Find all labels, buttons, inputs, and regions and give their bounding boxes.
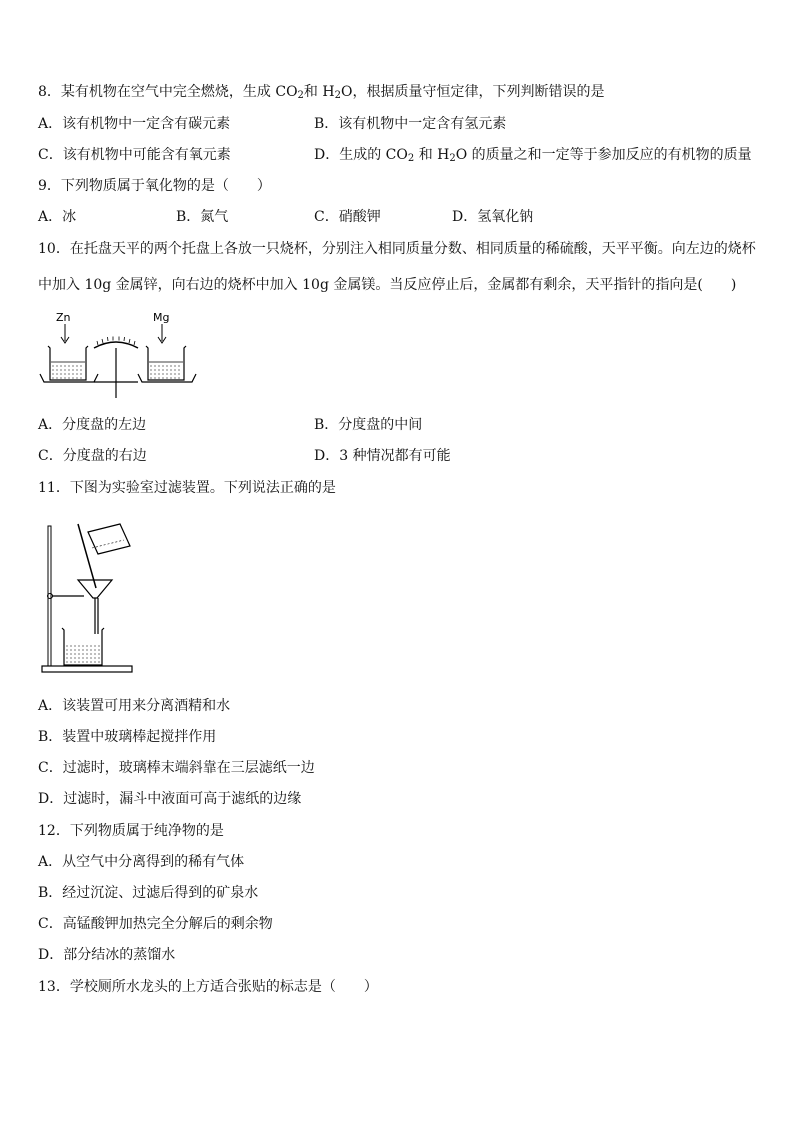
balance-figure — [36, 308, 216, 400]
q8-option-b: B．该有机物中一定含有氢元素 — [314, 116, 507, 132]
q8-option-a: A．该有机物中一定含有碳元素 — [38, 116, 231, 132]
pouring-beaker — [88, 524, 130, 554]
q8-option-d-part1: D．生成的 CO — [314, 147, 408, 163]
q9-option-d: D．氢氧化钠 — [452, 209, 534, 225]
q8-d-sub-2a: 2 — [407, 153, 415, 164]
q12-option-c: C．高锰酸钾加热完全分解后的剩余物 — [38, 916, 273, 932]
q8-d-sub-2b: 2 — [449, 153, 456, 164]
q8-sub-2b: 2 — [334, 90, 341, 101]
stand-base — [42, 666, 132, 672]
q9-option-c: C．硝酸钾 — [314, 209, 381, 225]
right-beaker — [146, 346, 186, 380]
filtrate-liquid — [66, 646, 100, 662]
q9-stem: 9．下列物质属于氧化物的是（ ） — [38, 178, 271, 194]
pouring-liquid — [92, 540, 124, 548]
q10-stem-line1: 10．在托盘天平的两个托盘上各放一只烧杯，分别注入相同质量分数、相同质量的稀硫酸，天平平衡。向左边的烧杯 — [38, 241, 756, 257]
q10-option-d: D．3 种情况都有可能 — [314, 448, 451, 464]
q11-option-d: D．过滤时，漏斗中液面可高于滤纸的边缘 — [38, 791, 302, 807]
scale-arc — [94, 342, 138, 348]
q8-stem — [38, 83, 604, 101]
q12-option-d: D．部分结冰的蒸馏水 — [38, 947, 176, 963]
q11-option-b: B．装置中玻璃棒起搅拌作用 — [38, 729, 217, 745]
q11-stem: 11．下图为实验室过滤装置。下列说法正确的是 — [38, 480, 336, 496]
q8-stem-part3: O，根据质量守恒定律，下列判断错误的是 — [340, 84, 605, 100]
q10-option-c: C．分度盘的右边 — [38, 448, 147, 464]
q10-option-b: B．分度盘的中间 — [314, 417, 423, 433]
q8-stem-part2: 和 H — [303, 84, 335, 100]
q8-option-c: C．该有机物中可能含有氧元素 — [38, 147, 231, 163]
q9-option-a: A．冰 — [38, 209, 77, 225]
q8-option-d — [314, 146, 752, 164]
mg-label: Mg — [153, 311, 170, 324]
right-liquid — [150, 366, 182, 378]
q11-option-a: A．该装置可用来分离酒精和水 — [38, 698, 231, 714]
q8-stem-part1: 8．某有机物在空气中完全燃烧，生成 CO — [38, 84, 298, 100]
q12-option-b: B．经过沉淀、过滤后得到的矿泉水 — [38, 885, 259, 901]
q8-option-d-part3: O 的质量之和一定等于参加反应的有机物的质量 — [455, 147, 752, 163]
left-beaker — [48, 346, 88, 380]
q12-option-a: A．从空气中分离得到的稀有气体 — [38, 854, 245, 870]
q12-stem: 12．下列物质属于纯净物的是 — [38, 823, 224, 839]
q13-stem: 13．学校厕所水龙头的上方适合张贴的标志是（ ） — [38, 979, 378, 995]
q8-sub-2a: 2 — [297, 90, 304, 101]
zn-label: Zn — [56, 311, 71, 324]
q10-stem-line2: 中加入 10g 金属锌，向右边的烧杯中加入 10g 金属镁。当反应停止后，金属都有剩余，天平指针的指向是( ) — [38, 277, 737, 293]
stand-rod — [48, 526, 51, 666]
q10-option-a: A．分度盘的左边 — [38, 417, 147, 433]
filtration-figure — [40, 520, 140, 675]
q8-option-d-part2: 和 H — [414, 147, 450, 163]
left-liquid — [52, 366, 84, 378]
q9-option-b: B．氮气 — [176, 209, 229, 225]
glass-rod — [78, 524, 96, 588]
q11-option-c: C．过滤时，玻璃棒末端斜靠在三层滤纸一边 — [38, 760, 315, 776]
